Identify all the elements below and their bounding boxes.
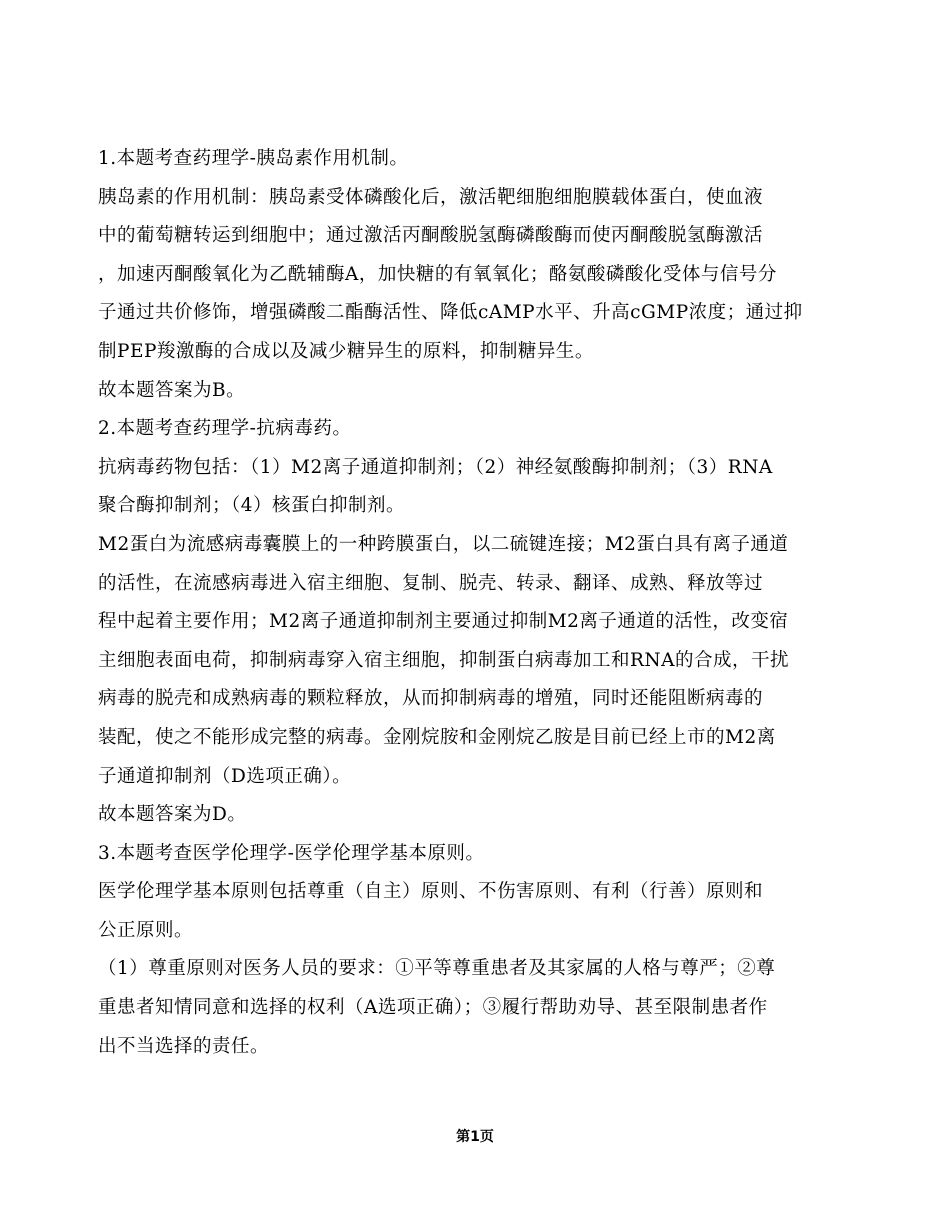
q3-line: 医学伦理学基本原则包括尊重（自主）原则、不伤害原则、有利（行善）原则和	[98, 881, 764, 903]
q2-line: 的活性，在流感病毒进入宿主细胞、复制、脱壳、转录、翻译、成熟、释放等过	[98, 572, 764, 594]
q3-heading: 3.本题考查医学伦理学-医学伦理学基本原则。	[98, 842, 485, 864]
q2-line: 装配，使之不能形成完整的病毒。金刚烷胺和金刚烷乙胺是目前已经上市的M2离	[98, 726, 776, 748]
q1-line: 胰岛素的作用机制：胰岛素受体磷酸化后，激活靶细胞细胞膜载体蛋白，使血液	[98, 186, 764, 208]
document-body	[98, 140, 878, 1066]
q1-heading: 1.本题考查药理学-胰岛素作用机制。	[98, 148, 409, 169]
q2-line: 聚合酶抑制剂；（4）核蛋白抑制剂。	[98, 495, 406, 517]
q2-line: 子通道抑制剂（D选项正确）。	[98, 765, 352, 787]
q1-line: 子通过共价修饰，增强磷酸二酯酶活性、降低cAMP水平、升高cGMP浓度；通过抑	[98, 302, 803, 324]
q2-answer: 故本题答案为D。	[98, 804, 247, 826]
q1-line: 制PEP羧激酶的合成以及减少糖异生的原料，抑制糖异生。	[98, 340, 594, 362]
q2-line: 主细胞表面电荷，抑制病毒穿入宿主细胞，抑制蛋白病毒加工和RNA的合成，干扰	[98, 649, 789, 671]
q2-line: 抗病毒药物包括：（1）M2离子通道抑制剂；（2）神经氨酸酶抑制剂；（3）RNA	[98, 456, 773, 478]
q2-line: 病毒的脱壳和成熟病毒的颗粒释放，从而抑制病毒的增殖，同时还能阻断病毒的	[98, 688, 764, 710]
q1-answer: 故本题答案为B。	[98, 379, 246, 401]
q3-line: （1）尊重原则对医务人员的要求：①平等尊重患者及其家属的人格与尊严；②尊	[98, 958, 776, 980]
q1-line: ，加速丙酮酸氧化为乙酰辅酶A，加快糖的有氧氧化；酪氨酸磷酸化受体与信号分	[98, 263, 777, 285]
q2-line: 程中起着主要作用；M2离子通道抑制剂主要通过抑制M2离子通道的活性，改变宿	[98, 611, 789, 633]
q2-heading: 2.本题考查药理学-抗病毒药。	[98, 418, 352, 440]
page-number: 第1页	[456, 1129, 494, 1145]
q3-line: 公正原则。	[98, 919, 194, 941]
q1-line: 中的葡萄糖转运到细胞中；通过激活丙酮酸脱氢酶磷酸酶而使丙酮酸脱氢酶激活	[98, 225, 764, 247]
q3-line: 重患者知情同意和选择的权利（A选项正确）；③履行帮助劝导、甚至限制患者作	[98, 997, 768, 1019]
q2-line: M2蛋白为流感病毒囊膜上的一种跨膜蛋白，以二硫键连接；M2蛋白具有离子通道	[98, 533, 789, 555]
q3-line: 出不当选择的责任。	[98, 1035, 270, 1057]
